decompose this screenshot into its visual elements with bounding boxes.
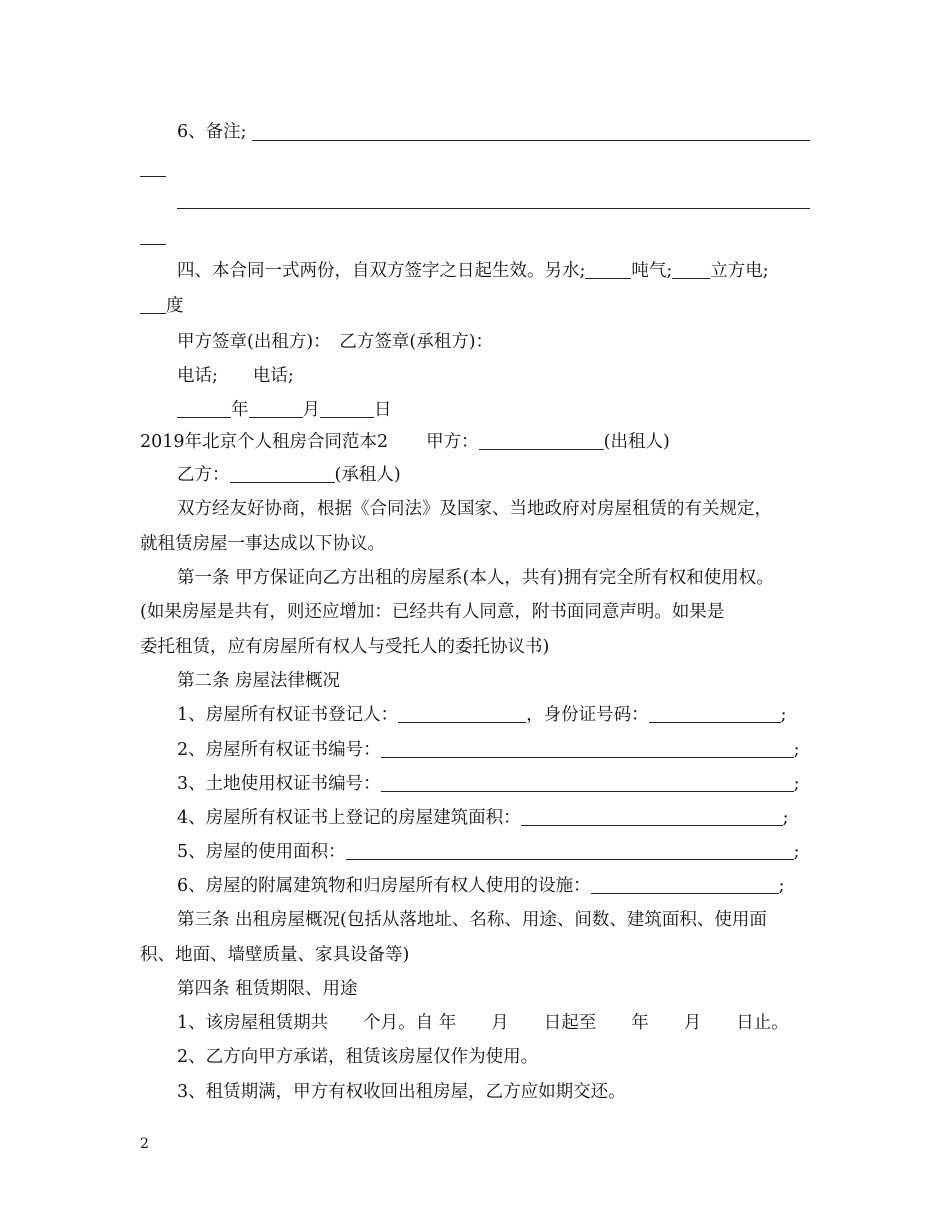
article-1-note-2: 委托租赁，应有房屋所有权人与受托人的委托协议书) (140, 637, 550, 657)
land-cert-blank (381, 774, 794, 792)
day-blank (320, 400, 374, 418)
semicolon: ; (782, 808, 789, 828)
article-2-item-4 (177, 806, 789, 830)
date-month: 月 (302, 400, 320, 420)
building-area-blank (521, 808, 783, 826)
party-b-blank (230, 465, 335, 483)
phone-line: 电话; 电话; (177, 366, 294, 386)
page-number: 2 (140, 1136, 149, 1152)
article-4-item-1: 1、该房屋租赁期共 个月。自 年 月 日起至 年 月 日止。 (177, 1013, 789, 1033)
month-blank (249, 400, 303, 418)
party-a-blank (479, 432, 604, 450)
article-3-line-1: 第三条 出租房屋概况(包括从落地址、名称、用途、间数、建筑面积、使用面 (177, 910, 767, 930)
party-b-line (177, 463, 401, 487)
date-year: 年 (231, 400, 249, 420)
article-2-item-5 (177, 840, 800, 864)
article-4-item-2: 2、乙方向甲方承诺，租赁该房屋仅作为使用。 (177, 1047, 539, 1067)
usable-area-label: 5、房屋的使用面积： (177, 842, 346, 862)
article-2-item-6 (177, 874, 785, 898)
owner-label: 1、房屋所有权证书登记人： (177, 705, 399, 725)
clause-four-line (177, 259, 769, 283)
clause-four-ton: 吨气; (631, 261, 673, 281)
remarks-label: 6、备注; (177, 122, 247, 142)
contract-title: 2019年北京个人租房合同范本2 (140, 432, 389, 452)
signature-line: 甲方签章(出租方)： 乙方签章(承租方)： (177, 332, 494, 352)
party-b-label: 乙方： (177, 465, 230, 485)
building-area-label: 4、房屋所有权证书上登记的房屋建筑面积： (177, 808, 521, 828)
id-number-blank (649, 705, 781, 723)
semicolon: ; (778, 876, 785, 896)
article-4-heading: 第四条 租赁期限、用途 (177, 979, 358, 999)
article-2-item-2 (177, 738, 800, 762)
clause-four-text: 四、本合同一式两份，自双方签字之日起生效。另水; (177, 261, 586, 281)
semicolon: ; (793, 774, 800, 794)
semicolon: ; (780, 705, 787, 725)
land-cert-label: 3、土地使用权证书编号： (177, 774, 381, 794)
party-b-role: (承租人) (334, 465, 401, 485)
date-day: 日 (374, 400, 392, 420)
electric-blank (140, 296, 166, 314)
clause-four-cubic: 立方电; (710, 261, 769, 281)
article-2-item-3 (177, 772, 800, 796)
cert-number-label: 2、房屋所有权证书编号： (177, 740, 381, 760)
remarks-blank-tail (140, 176, 166, 177)
article-1: 第一条 甲方保证向乙方出租的房屋系(本人，共有)拥有完全所有权和使用权。 (177, 568, 774, 588)
remarks-blank-tail-2 (140, 244, 166, 245)
date-line (177, 398, 392, 422)
intro-line-1: 双方经友好协商，根据《合同法》及国家、当地政府对房屋租赁的有关规定， (177, 499, 772, 519)
gas-blank (672, 261, 710, 279)
clause-four-line-2 (140, 294, 184, 318)
usable-area-blank (346, 842, 794, 860)
party-a-label: 甲方： (426, 432, 479, 452)
id-number-label: ，身份证号码： (526, 705, 649, 725)
remarks-blank-line-2 (177, 208, 810, 209)
cert-number-blank (381, 740, 794, 758)
article-2-heading: 第二条 房屋法律概况 (177, 671, 341, 691)
party-a-role: (出租人) (603, 432, 670, 452)
contract-title-line (140, 430, 670, 454)
semicolon: ; (793, 740, 800, 760)
article-3-line-2: 积、地面、墙壁质量、家具设备等) (140, 945, 410, 965)
facilities-blank (591, 876, 779, 894)
semicolon: ; (793, 842, 800, 862)
facilities-label: 6、房屋的附属建筑物和归房屋所有权人使用的设施： (177, 876, 591, 896)
article-1-note-1: (如果房屋是共有，则还应增加：已经共有人同意，附书面同意声明。如果是 (140, 602, 725, 622)
intro-line-2: 就租赁房屋一事达成以下协议。 (140, 534, 385, 554)
article-4-item-3: 3、租赁期满，甲方有权收回出租房屋，乙方应如期交还。 (177, 1082, 626, 1102)
remarks-blank-line (252, 140, 810, 141)
article-2-item-1 (177, 703, 787, 727)
water-blank (585, 261, 631, 279)
owner-blank (398, 705, 526, 723)
year-blank (177, 400, 231, 418)
clause-four-degree: 度 (166, 296, 184, 316)
